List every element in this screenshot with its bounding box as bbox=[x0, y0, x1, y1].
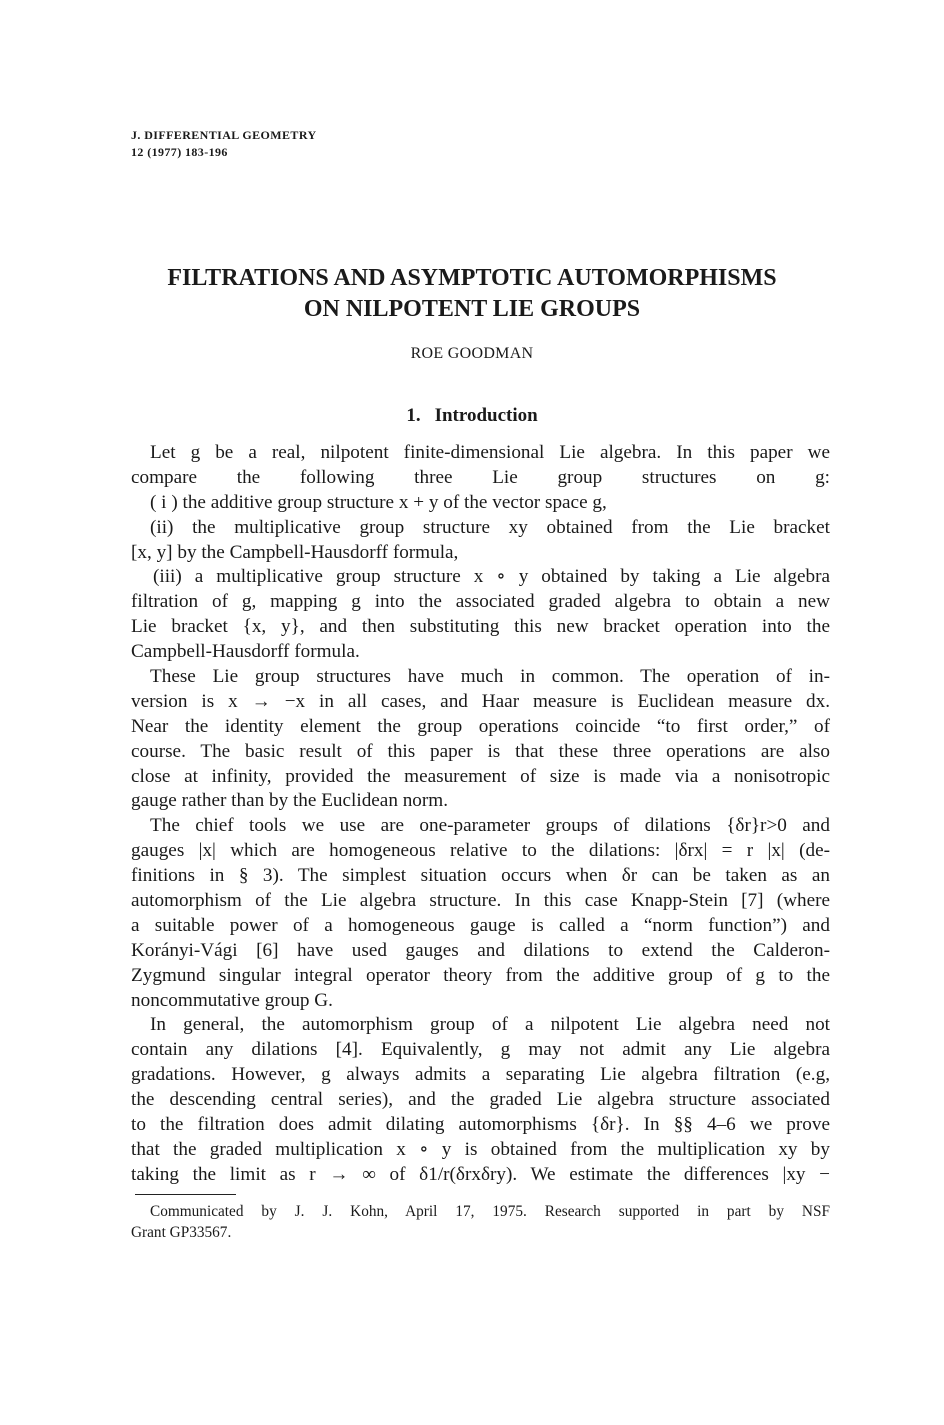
text-line: [x, y] by the Campbell-Hausdorff formula, bbox=[131, 541, 459, 563]
text-line: The chief tools we use are one-parameter groups of dilations {δr}r>0 and bbox=[150, 815, 830, 837]
section-heading bbox=[0, 405, 944, 427]
text-line: finitions in § 3). The simplest situation occurs when δr can be taken as an bbox=[131, 865, 830, 887]
text-line: a suitable power of a homogeneous gauge is called a “norm function”) and bbox=[131, 914, 830, 936]
body-text bbox=[131, 441, 830, 1188]
text-line: close at infinity, provided the measurement of size is made via a nonisotropic bbox=[131, 765, 830, 787]
footnote-line-1: Communicated by J. J. Kohn, April 17, 1975. Research supported in part by NSF bbox=[150, 1203, 830, 1220]
section-title: Introduction bbox=[434, 405, 538, 426]
text-line: gauge rather than by the Euclidean norm. bbox=[131, 790, 449, 812]
text-line: noncommutative group G. bbox=[131, 989, 333, 1011]
footnote bbox=[131, 1201, 830, 1243]
text-line: compare the following three Lie group structures on g: bbox=[131, 466, 830, 488]
text-line: version is x → −x in all cases, and Haar measure is Euclidean measure dx. bbox=[131, 690, 830, 712]
text-line: These Lie group structures have much in common. The operation of in- bbox=[150, 666, 830, 688]
title-line-1: FILTRATIONS AND ASYMPTOTIC AUTOMORPHISMS bbox=[167, 265, 777, 291]
journal-header bbox=[131, 127, 317, 161]
text-line: gauges |x| which are homogeneous relative to the dilations: |δrx| = r |x| (de- bbox=[131, 840, 830, 862]
text-line: course. The basic result of this paper is that these three operations are also bbox=[131, 740, 830, 762]
section-number: 1. bbox=[406, 405, 421, 426]
author-name: ROE GOODMAN bbox=[410, 345, 534, 362]
text-line: to the filtration does admit dilating automorphisms {δr}. In §§ 4–6 we prove bbox=[131, 1114, 830, 1136]
text-line: taking the limit as r → ∞ of δ1/r(δrxδry). We estimate the differences |xy − bbox=[131, 1163, 830, 1185]
text-line: contain any dilations [4]. Equivalently, g may not admit any Lie algebra bbox=[131, 1039, 830, 1061]
text-line: the descending central series), and the graded Lie algebra structure associated bbox=[131, 1089, 830, 1111]
text-line: Zygmund singular integral operator theory from the additive group of g to the bbox=[131, 964, 830, 986]
journal-name: J. DIFFERENTIAL GEOMETRY bbox=[131, 128, 317, 142]
paper-title bbox=[0, 263, 944, 325]
text-line: Near the identity element the group operations coincide “to first order,” of bbox=[131, 715, 830, 737]
text-line: (iii) a multiplicative group structure x ∘ y obtained by taking a Lie algebra bbox=[153, 566, 830, 588]
text-line: Campbell-Hausdorff formula. bbox=[131, 641, 360, 663]
text-line: Lie bracket {x, y}, and then substituting this new bracket operation into the bbox=[131, 616, 830, 638]
text-line: (ii) the multiplicative group structure xy obtained from the Lie bracket bbox=[150, 516, 830, 538]
footnote-line-2: Grant GP33567. bbox=[131, 1224, 232, 1241]
footnote-divider bbox=[135, 1194, 236, 1195]
text-line: gradations. However, g always admits a separating Lie algebra filtration (e.g, bbox=[131, 1064, 830, 1086]
text-line: Let g be a real, nilpotent finite-dimensional Lie algebra. In this paper we bbox=[150, 442, 830, 463]
text-line: ( i ) the additive group structure x + y of the vector space g, bbox=[150, 491, 607, 513]
text-line: automorphism of the Lie algebra structure. In this case Knapp-Stein [7] (where bbox=[131, 890, 830, 912]
title-line-2: ON NILPOTENT LIE GROUPS bbox=[303, 296, 641, 322]
text-line: Korányi-Vági [6] have used gauges and dilations to extend the Calderon- bbox=[131, 939, 830, 961]
journal-volume-pages: 12 (1977) 183-196 bbox=[131, 145, 228, 159]
text-line: filtration of g, mapping g into the associated graded algebra to obtain a new bbox=[131, 591, 830, 613]
text-line: that the graded multiplication x ∘ y is obtained from the multiplication xy by bbox=[131, 1138, 830, 1160]
text-line: In general, the automorphism group of a nilpotent Lie algebra need not bbox=[150, 1014, 830, 1036]
